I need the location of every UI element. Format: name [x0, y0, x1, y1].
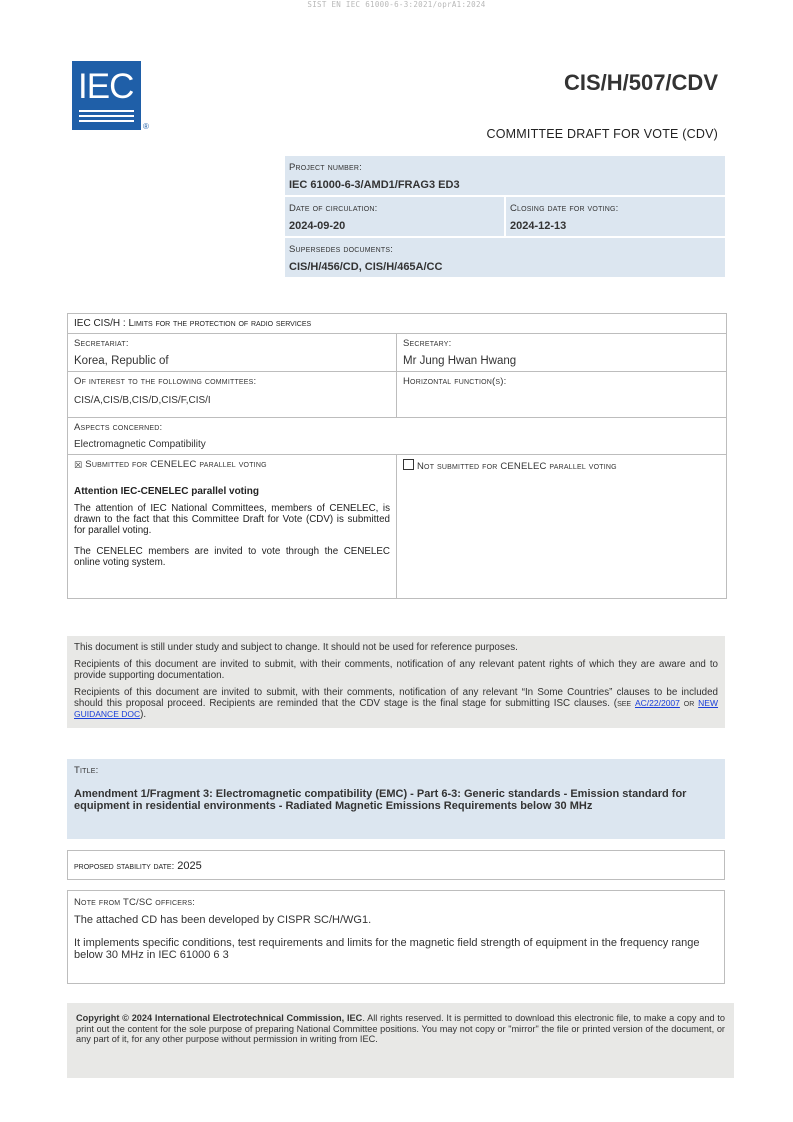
stability-date: 2025: [177, 860, 202, 872]
document-title: Amendment 1/Fragment 3: Electromagnetic compatibility (EMC) - Part 6-3: Generic standards - Emission standard for equipment in residential environments - Radiated Magnetic Emissions Requirements below 30 MHz: [74, 788, 687, 812]
new-guidance-doc-link[interactable]: NEW GUIDANCE DOC: [74, 698, 719, 719]
copyright-text: . All rights reserved. It is permitted to download this electronic file, to make a copy and to print out the content for the sole purpose of preparing National Committee positions. You may not copy or "mirror" the file or printed version of the document, or any part of it, for any other purpose without permission in writing from IEC.: [76, 1013, 725, 1044]
checked-box-icon[interactable]: ☒: [74, 460, 83, 470]
note-box: [67, 890, 725, 984]
dates-row: [285, 197, 725, 238]
or-text: or: [683, 698, 695, 709]
secretary-value: Mr Jung Hwan Hwang: [403, 355, 517, 367]
closing-cell: [506, 197, 725, 236]
aspects-label: Aspects concerned:: [74, 422, 163, 433]
notice-box: [67, 636, 725, 728]
secretary-cell: [397, 334, 726, 371]
secretariat-cell: [68, 334, 397, 371]
document-type: COMMITTEE DRAFT FOR VOTE (CDV): [486, 127, 718, 141]
logo-text: IEC: [78, 67, 134, 106]
project-info-box: [285, 156, 725, 277]
project-number-label: Project number:: [289, 162, 362, 173]
iec-logo: [72, 61, 141, 130]
aspects-row: [68, 418, 726, 455]
interest-value: CIS/A,CIS/B,CIS/D,CIS/F,CIS/I: [74, 395, 211, 406]
attention-paragraph-1: The attention of IEC National Committees, members of CENELEC, is drawn to the fact that this Committee Draft for Vote (CDV) is submitted for parallel voting.: [74, 503, 390, 536]
copyright-box: [67, 1003, 734, 1078]
logo-lines: [79, 107, 134, 122]
project-number-row: [285, 156, 725, 197]
circulation-cell: [285, 197, 506, 236]
not-submitted-label: Not submitted for CENELEC parallel voting: [417, 461, 617, 472]
supersedes-docs: CIS/H/456/CD, CIS/H/465A/CC: [289, 261, 443, 273]
title-box: [67, 759, 725, 839]
circulation-date: 2024-09-20: [289, 220, 346, 232]
notice-p3-text: Recipients of this document are invited to submit, with their comments, notification of any relevant “In Some Countries” clauses to be included should this proposal proceed. Recipients are reminded that the CDV stage is the final stage for submitting ISC clauses. (: [74, 687, 718, 709]
registered-mark: ®: [143, 122, 149, 131]
closing-label: Closing date for voting:: [510, 203, 619, 214]
attention-paragraph-2: The CENELEC members are invited to vote through the CENELEC online voting system.: [74, 546, 390, 568]
committee-name: Limits for the protection of radio services: [128, 318, 312, 329]
note-paragraph-2: It implements specific conditions, test requirements and limits for the magnetic field strength of equipment in the frequency range below 30 MHz in IEC 61000 6 3: [74, 936, 700, 961]
not-submitted-option[interactable]: [403, 459, 720, 472]
committee-prefix: IEC CIS/H :: [74, 318, 129, 329]
closing-date: 2024-12-13: [510, 220, 567, 232]
not-submitted-cell: [397, 455, 726, 598]
aspects-value: Electromagnetic Compatibility: [74, 439, 206, 450]
submitted-label: Submitted for CENELEC parallel voting: [85, 459, 267, 470]
secretary-label: Secretary:: [403, 338, 452, 349]
secretariat-row: [68, 334, 726, 372]
note-paragraph-1: The attached CD has been developed by CISPR SC/H/WG1.: [74, 914, 372, 926]
interest-cell: [68, 372, 397, 417]
document-number: CIS/H/507/CDV: [563, 70, 718, 95]
interest-row: [68, 372, 726, 418]
title-label: Title:: [74, 765, 99, 776]
submitted-option[interactable]: [74, 459, 390, 470]
horizontal-cell: [397, 372, 726, 417]
stability-box: [67, 850, 725, 880]
submitted-cell: [68, 455, 397, 598]
unchecked-box-icon[interactable]: [403, 459, 414, 470]
attention-title: Attention IEC-CENELEC parallel voting: [74, 486, 260, 497]
see-text: see: [617, 698, 632, 709]
circulation-label: Date of circulation:: [289, 203, 378, 214]
supersedes-label: Supersedes documents:: [289, 244, 394, 255]
project-number: IEC 61000-6-3/AMD1/FRAG3 ED3: [289, 179, 460, 191]
horizontal-label: Horizontal function(s):: [403, 376, 507, 387]
watermark: SIST EN IEC 61000-6-3:2021/oprA1:2024: [307, 0, 486, 9]
supersedes-row: [285, 238, 725, 277]
committee-table: [67, 313, 727, 599]
notice-paragraph-3: [74, 687, 718, 720]
note-label: Note from TC/SC officers:: [74, 897, 196, 908]
notice-end: ).: [140, 709, 147, 720]
secretariat-label: Secretariat:: [74, 338, 129, 349]
ac-22-2007-link[interactable]: AC/22/2007: [634, 698, 680, 708]
notice-paragraph-2: Recipients of this document are invited to submit, with their comments, notification of any relevant patent rights of which they are aware and to provide supporting documentation.: [74, 659, 718, 681]
copyright-bold: Copyright © 2024 International Electrotechnical Commission, IEC: [76, 1013, 363, 1023]
notice-paragraph-1: This document is still under study and subject to change. It should not be used for reference purposes.: [74, 642, 518, 653]
interest-label: Of interest to the following committees:: [74, 376, 257, 387]
voting-row: [68, 455, 726, 598]
committee-row: [68, 314, 726, 334]
stability-label: proposed stability date:: [74, 861, 175, 872]
secretariat-value: Korea, Republic of: [74, 355, 169, 367]
